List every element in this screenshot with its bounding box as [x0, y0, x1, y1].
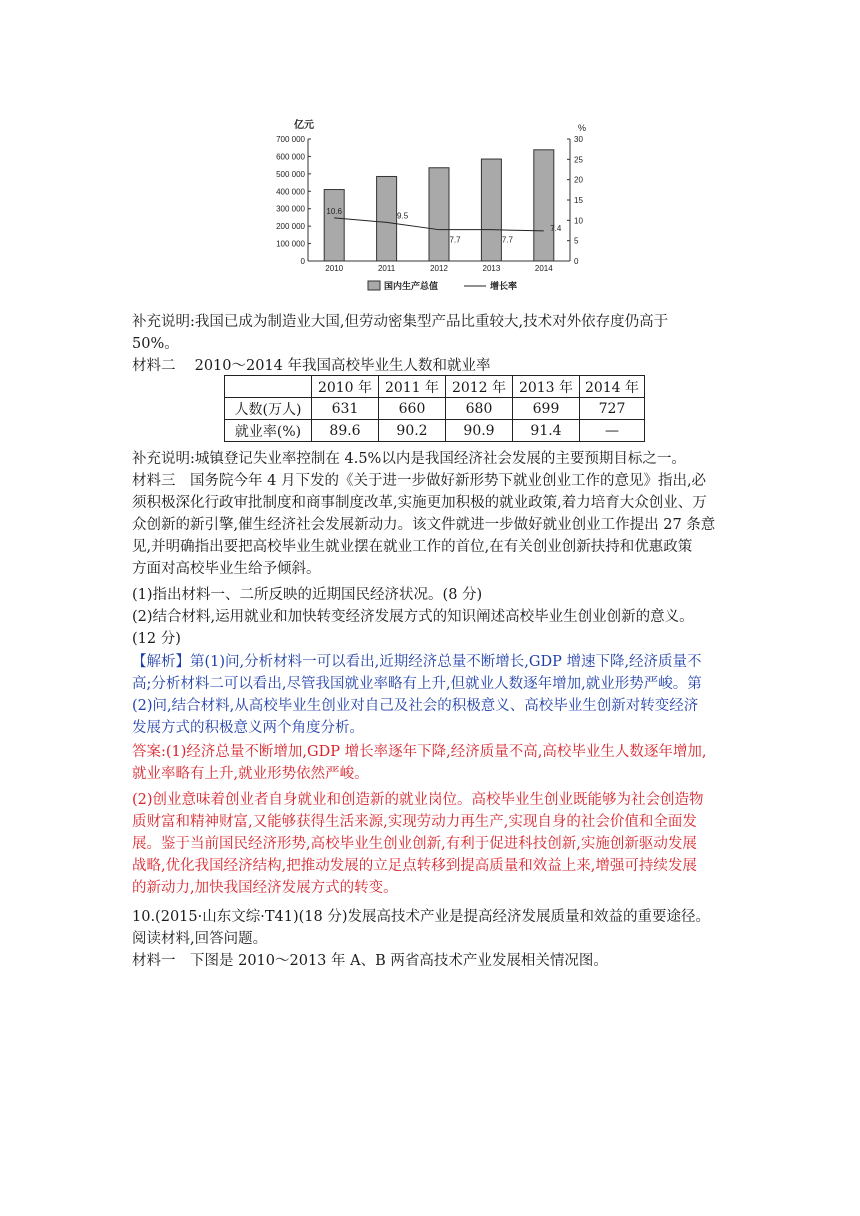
right-tick-label: 0 [574, 257, 579, 266]
legend-label-gdp: 国内生产总值 [384, 281, 439, 291]
left-tick-label: 0 [300, 257, 305, 266]
table-cell: 2011 年 [379, 376, 446, 398]
table-cell: 2013 年 [513, 376, 580, 398]
table-header-row [225, 376, 645, 398]
x-tick-label: 2011 [377, 264, 396, 273]
left-tick-label: 400 000 [276, 187, 305, 197]
growth-data-label: 7.7 [501, 235, 513, 245]
material-1-title: 材料一 下图是 2010～2013 年 A、B 两省高技术产业发展相关情况图。 [132, 953, 608, 969]
answer-2-line: 质财富和精神财富,又能够获得生活来源,实现劳动力再生产,实现自身的社会价值和全面发 [132, 814, 697, 830]
table-cell: 2010 年 [312, 376, 379, 398]
right-tick-label: 10 [574, 216, 583, 226]
analysis-line: 高;分析材料二可以看出,尽管我国就业率略有上升,但就业人数逐年增加,就业形势严峻。第 [132, 676, 702, 692]
gdp-bar [429, 168, 449, 261]
table-cell: 2014 年 [580, 376, 645, 398]
table-cell: 631 [312, 398, 379, 420]
table-cell: 90.9 [446, 420, 513, 442]
table-row [225, 420, 645, 442]
answer-2-line: 战略,优化我国经济结构,把推动发展的立足点转移到提高质量和效益上来,增强可持续发展 [132, 858, 697, 874]
material-3-line: 见,并明确指出要把高校毕业生就业摆在就业工作的首位,在有关创业创新扶持和优惠政策 [132, 539, 693, 555]
table-cell: 89.6 [312, 420, 379, 442]
left-tick-label: 200 000 [276, 222, 305, 232]
growth-data-label: 7.7 [449, 235, 461, 245]
answer-2-line: (2)创业意味着创业者自身就业和创造新的就业岗位。高校毕业生创业既能够为社会创造物 [132, 792, 704, 808]
table-cell [225, 376, 312, 398]
table-cell: 727 [580, 398, 645, 420]
table-cell: 680 [446, 398, 513, 420]
table-cell: 699 [513, 398, 580, 420]
note-2: 补充说明:城镇登记失业率控制在 4.5%以内是我国经济社会发展的主要预期目标之一。 [132, 451, 686, 467]
table-cell: 660 [379, 398, 446, 420]
answer-1-line: 答案:(1)经济总量不断增加,GDP 增长率逐年下降,经济质量不高,高校毕业生人数逐年增加, [132, 744, 707, 760]
legend-label-rate: 增长率 [490, 281, 518, 291]
note-1-line-b: 50%。 [132, 336, 179, 352]
table-row [225, 398, 645, 420]
gdp-growth-chart [268, 118, 598, 298]
question-10-line-a: 10.(2015·山东文综·T41)(18 分)发展高技术产业是提高经济发展质量和效益的重要途径。 [132, 909, 710, 925]
x-tick-label: 2013 [482, 264, 501, 273]
table-cell: 就业率(%) [225, 420, 312, 442]
note-1-line-a: 补充说明:我国已成为制造业大国,但劳动密集型产品比重较大,技术对外依存度仍高于 [132, 314, 669, 330]
right-tick-label: 20 [574, 175, 583, 185]
analysis-line: 发展方式的积极意义两个角度分析。 [132, 720, 364, 736]
graduates-table [224, 375, 645, 442]
legend-swatch-gdp [368, 281, 380, 290]
table-cell: 91.4 [513, 420, 580, 442]
x-tick-label: 2010 [325, 264, 344, 273]
left-axis-label: 亿元 [294, 120, 314, 131]
gdp-bar [324, 190, 344, 261]
material-3-line: 方面对高校毕业生给予倾斜。 [132, 561, 321, 577]
answer-1-line: 就业率略有上升,就业形势依然严峻。 [132, 766, 369, 782]
material-2-title: 材料二 2010～2014 年我国高校毕业生人数和就业率 [132, 358, 491, 374]
right-tick-label: 15 [574, 196, 583, 205]
left-tick-label: 100 000 [276, 239, 305, 249]
left-tick-label: 300 000 [276, 204, 305, 214]
growth-data-label: 9.5 [397, 211, 409, 221]
answer-2-line: 展。鉴于当前国民经济形势,高校毕业生创业创新,有利于促进科技创新,实施创新驱动发展 [132, 836, 697, 852]
material-3-line: 众创新的新引擎,催生经济社会发展新动力。该文件就进一步做好就业创业工作提出 27 条意 [132, 517, 716, 533]
table-cell: 人数(万人) [225, 398, 312, 420]
question-2-line-b: (12 分) [132, 631, 181, 647]
material-3-line: 材料三 国务院今年 4 月下发的《关于进一步做好新形势下就业创业工作的意见》指出,必 [132, 473, 707, 489]
growth-data-label: 10.6 [326, 206, 342, 216]
table-cell: 90.2 [379, 420, 446, 442]
right-tick-label: 5 [574, 236, 579, 246]
table-cell: 2012 年 [446, 376, 513, 398]
analysis-line: 【解析】第(1)问,分析材料一可以看出,近期经济总量不断增长,GDP 增速下降,经济质量不 [132, 654, 702, 670]
x-tick-label: 2012 [430, 264, 448, 273]
gdp-bar [377, 176, 397, 261]
answer-2-line: 的新动力,加快我国经济发展方式的转变。 [132, 880, 398, 896]
right-tick-label: 25 [574, 155, 583, 165]
table-cell: — [580, 420, 645, 442]
left-tick-label: 500 000 [276, 169, 305, 179]
x-tick-label: 2014 [534, 264, 553, 273]
right-axis-label: % [578, 123, 587, 133]
growth-data-label: 7.4 [550, 223, 562, 233]
gdp-bar [534, 150, 554, 261]
question-10-line-b: 阅读材料,回答问题。 [132, 931, 268, 947]
material-3-line: 须积极深化行政审批制度和商事制度改革,实施更加积极的就业政策,着力培育大众创业、万 [132, 495, 707, 511]
gdp-bar [481, 159, 501, 261]
right-tick-label: 30 [574, 135, 583, 144]
left-tick-label: 700 000 [276, 135, 305, 144]
question-2-line-a: (2)结合材料,运用就业和加快转变经济发展方式的知识阐述高校毕业生创业创新的意义。 [132, 609, 694, 625]
analysis-line: (2)问,结合材料,从高校毕业生创业对自己及社会的积极意义、高校毕业生创新对转变经济 [132, 698, 699, 714]
question-1: (1)指出材料一、二所反映的近期国民经济状况。(8 分) [132, 587, 483, 603]
left-tick-label: 600 000 [276, 152, 305, 162]
